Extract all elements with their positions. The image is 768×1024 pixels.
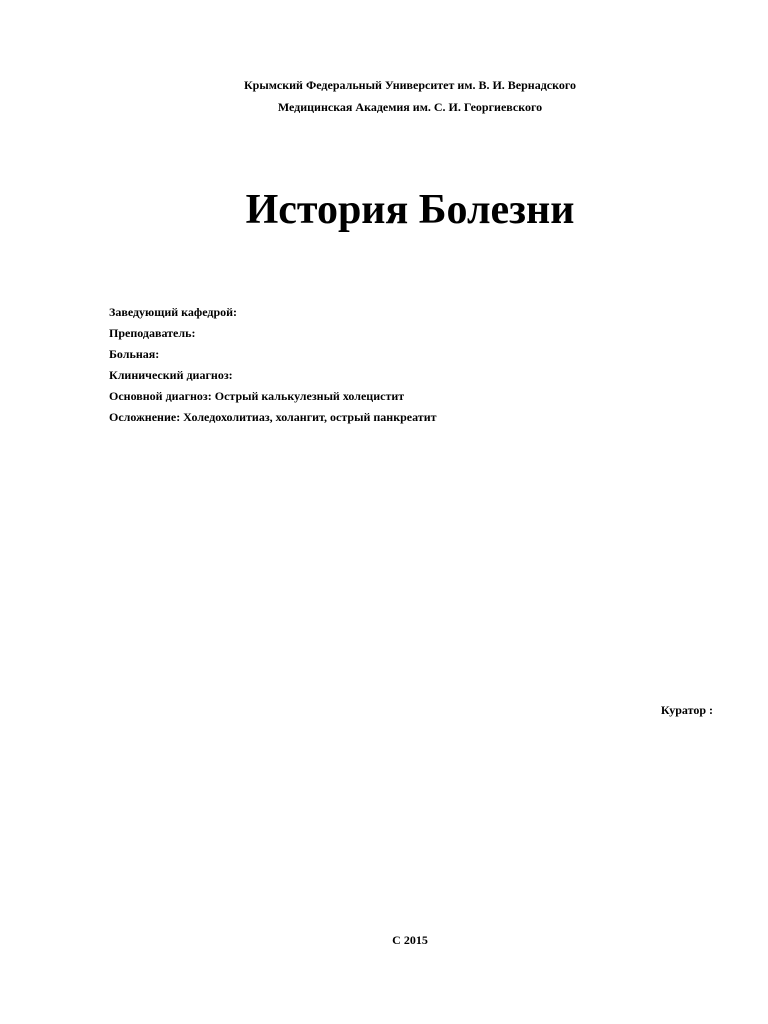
document-title: История Болезни [245, 187, 575, 233]
footer-year: С 2015 [392, 933, 428, 947]
clinical-diagnosis-field: Клинический диагноз: [109, 368, 233, 382]
main-diagnosis-field: Основной диагноз: Острый калькулезный холецистит [109, 389, 405, 403]
academy-name: Медицинская Академия им. С. И. Георгиевского [277, 100, 543, 114]
patient-field: Больная: [109, 347, 160, 361]
head-of-department-field: Заведующий кафедрой: [109, 305, 238, 319]
curator-label: Куратор : [660, 703, 713, 717]
case-info-fields [109, 302, 437, 428]
teacher-field: Преподаватель: [109, 326, 196, 340]
university-name: Крымский Федеральный Университет им. В. И. Вернадского [243, 78, 577, 92]
complication-field: Осложнение: Холедохолитиаз, холангит, острый панкреатит [109, 410, 437, 424]
